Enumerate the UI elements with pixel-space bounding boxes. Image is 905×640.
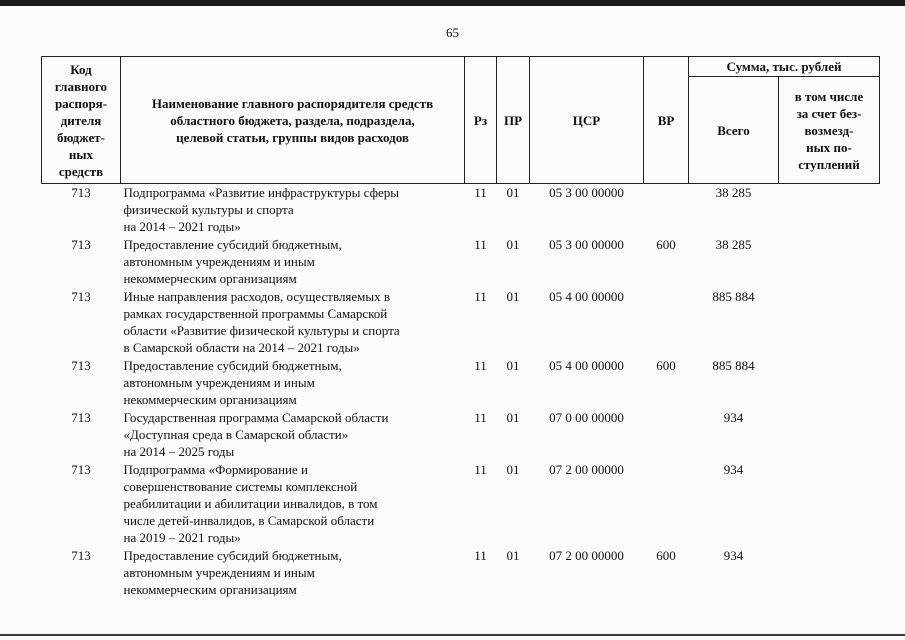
cell-rz: 11 — [474, 548, 487, 563]
cell-csr: 05 4 00 00000 — [549, 289, 624, 304]
cell-name — [121, 461, 465, 547]
cell-csr: 05 3 00 00000 — [549, 237, 624, 252]
header-free-line: ступлений — [798, 156, 860, 172]
cell-csr: 05 3 00 00000 — [549, 185, 624, 200]
cell-rz: 11 — [474, 358, 487, 373]
table-row — [42, 409, 880, 461]
cell-name-line: Предоставление субсидий бюджетным, — [123, 358, 342, 373]
cell-vr — [644, 184, 689, 237]
cell-free — [779, 184, 880, 237]
cell-code: 713 — [71, 548, 91, 563]
cell-free — [779, 236, 880, 288]
cell-name-line: рамках государственной программы Самарской — [123, 306, 388, 321]
header-total: Всего — [689, 77, 779, 184]
cell-total: 38 285 — [715, 237, 752, 252]
cell-free — [779, 409, 880, 461]
cell-code: 713 — [71, 289, 91, 304]
cell-total: 38 285 — [715, 185, 752, 200]
cell-total: 934 — [723, 548, 744, 563]
cell-pr: 01 — [506, 462, 520, 477]
budget-table — [41, 56, 880, 599]
cell-name — [121, 236, 465, 288]
table-row — [42, 236, 880, 288]
header-code-line: главного — [54, 78, 108, 94]
cell-vr: 600 — [656, 548, 676, 563]
cell-name-line: Подпрограмма «Формирование и — [123, 462, 308, 477]
cell-name-line: на 2014 – 2021 годы» — [123, 219, 241, 234]
cell-csr: 05 4 00 00000 — [549, 358, 624, 373]
cell-name-line: некоммерческим организациям — [123, 582, 297, 597]
cell-vr: 600 — [656, 358, 676, 373]
cell-pr: 01 — [506, 237, 520, 252]
cell-name — [121, 288, 465, 357]
cell-total: 885 884 — [712, 358, 755, 373]
cell-vr — [644, 288, 689, 357]
table-row — [42, 184, 880, 237]
cell-name-line: совершенствование системы комплексной — [123, 479, 358, 494]
table-body — [42, 184, 880, 600]
cell-vr — [644, 461, 689, 547]
cell-name-line: Государственная программа Самарской области — [123, 410, 389, 425]
header-code-line: бюджет- — [56, 129, 105, 145]
cell-name-line: на 2014 – 2025 годы — [123, 444, 235, 459]
cell-free — [779, 288, 880, 357]
cell-csr: 07 2 00 00000 — [549, 548, 624, 563]
header-vr: ВР — [644, 57, 689, 184]
cell-name-line: реабилитации и абилитации инвалидов, в том — [123, 496, 378, 511]
header-rz: Рз — [465, 57, 497, 184]
header-csr: ЦСР — [530, 57, 644, 184]
cell-code: 713 — [71, 462, 91, 477]
cell-name-line: физической культуры и спорта — [123, 202, 294, 217]
cell-name-line: на 2019 – 2021 годы» — [123, 530, 241, 545]
cell-name-line: некоммерческим организациям — [123, 392, 297, 407]
cell-rz: 11 — [474, 289, 487, 304]
table-row — [42, 547, 880, 599]
header-name-line: целевой статьи, группы видов расходов — [176, 129, 409, 145]
cell-pr: 01 — [506, 358, 520, 373]
cell-pr: 01 — [506, 410, 520, 425]
cell-name — [121, 409, 465, 461]
cell-code: 713 — [71, 410, 91, 425]
cell-code: 713 — [71, 185, 91, 200]
cell-name-line: автономным учреждениям и иным — [123, 565, 315, 580]
cell-name-line: автономным учреждениям и иным — [123, 375, 315, 390]
header-code-line: распоря- — [54, 95, 108, 111]
cell-csr: 07 0 00 00000 — [549, 410, 624, 425]
header-code-line: Код — [70, 61, 92, 77]
header-free-line: ных по- — [806, 139, 852, 155]
cell-rz: 11 — [474, 237, 487, 252]
cell-csr: 07 2 00 00000 — [549, 462, 624, 477]
cell-name-line: автономным учреждениям и иным — [123, 254, 315, 269]
header-name — [121, 57, 465, 184]
header-pr: ПР — [497, 57, 530, 184]
cell-name-line: Предоставление субсидий бюджетным, — [123, 237, 342, 252]
header-code-line: средств — [58, 163, 104, 179]
header-sum: Сумма, тыс. рублей — [689, 57, 880, 77]
header-free-line: возмезд- — [804, 122, 854, 138]
table-row — [42, 357, 880, 409]
cell-vr — [644, 409, 689, 461]
cell-name-line: Предоставление субсидий бюджетным, — [123, 548, 342, 563]
cell-name — [121, 547, 465, 599]
cell-rz: 11 — [474, 185, 487, 200]
header-free-receipts — [779, 77, 880, 184]
cell-total: 885 884 — [712, 289, 755, 304]
cell-name-line: Иные направления расходов, осуществляемых в — [123, 289, 391, 304]
top-border-bar — [0, 0, 905, 6]
table-row — [42, 288, 880, 357]
cell-name-line: «Доступная среда в Самарской области» — [123, 427, 349, 442]
cell-name-line: в Самарской области на 2014 – 2021 годы» — [123, 340, 360, 355]
cell-code: 713 — [71, 358, 91, 373]
cell-total: 934 — [723, 410, 744, 425]
bottom-border-line — [0, 634, 905, 636]
header-free-line: за счет без- — [796, 105, 862, 121]
cell-free — [779, 461, 880, 547]
header-code — [42, 57, 121, 184]
cell-rz: 11 — [474, 410, 487, 425]
cell-name — [121, 184, 465, 237]
cell-name-line: некоммерческим организациям — [123, 271, 297, 286]
cell-name — [121, 357, 465, 409]
table-row — [42, 461, 880, 547]
cell-name-line: числе детей-инвалидов, в Самарской области — [123, 513, 375, 528]
header-name-line: Наименование главного распорядителя средств — [151, 95, 434, 111]
cell-vr: 600 — [656, 237, 676, 252]
cell-code: 713 — [71, 237, 91, 252]
cell-free — [779, 357, 880, 409]
header-name-line: областного бюджета, раздела, подраздела, — [170, 112, 415, 128]
header-free-line: в том числе — [794, 88, 864, 104]
page-number: 65 — [446, 25, 459, 40]
header-code-line: дителя — [60, 112, 102, 128]
cell-pr: 01 — [506, 289, 520, 304]
cell-name-line: Подпрограмма «Развитие инфраструктуры сферы — [123, 185, 400, 200]
cell-rz: 11 — [474, 462, 487, 477]
cell-pr: 01 — [506, 548, 520, 563]
cell-pr: 01 — [506, 185, 520, 200]
header-code-line: ных — [68, 146, 94, 162]
cell-total: 934 — [723, 462, 744, 477]
cell-name-line: области «Развитие физической культуры и спорта — [123, 323, 400, 338]
cell-free — [779, 547, 880, 599]
